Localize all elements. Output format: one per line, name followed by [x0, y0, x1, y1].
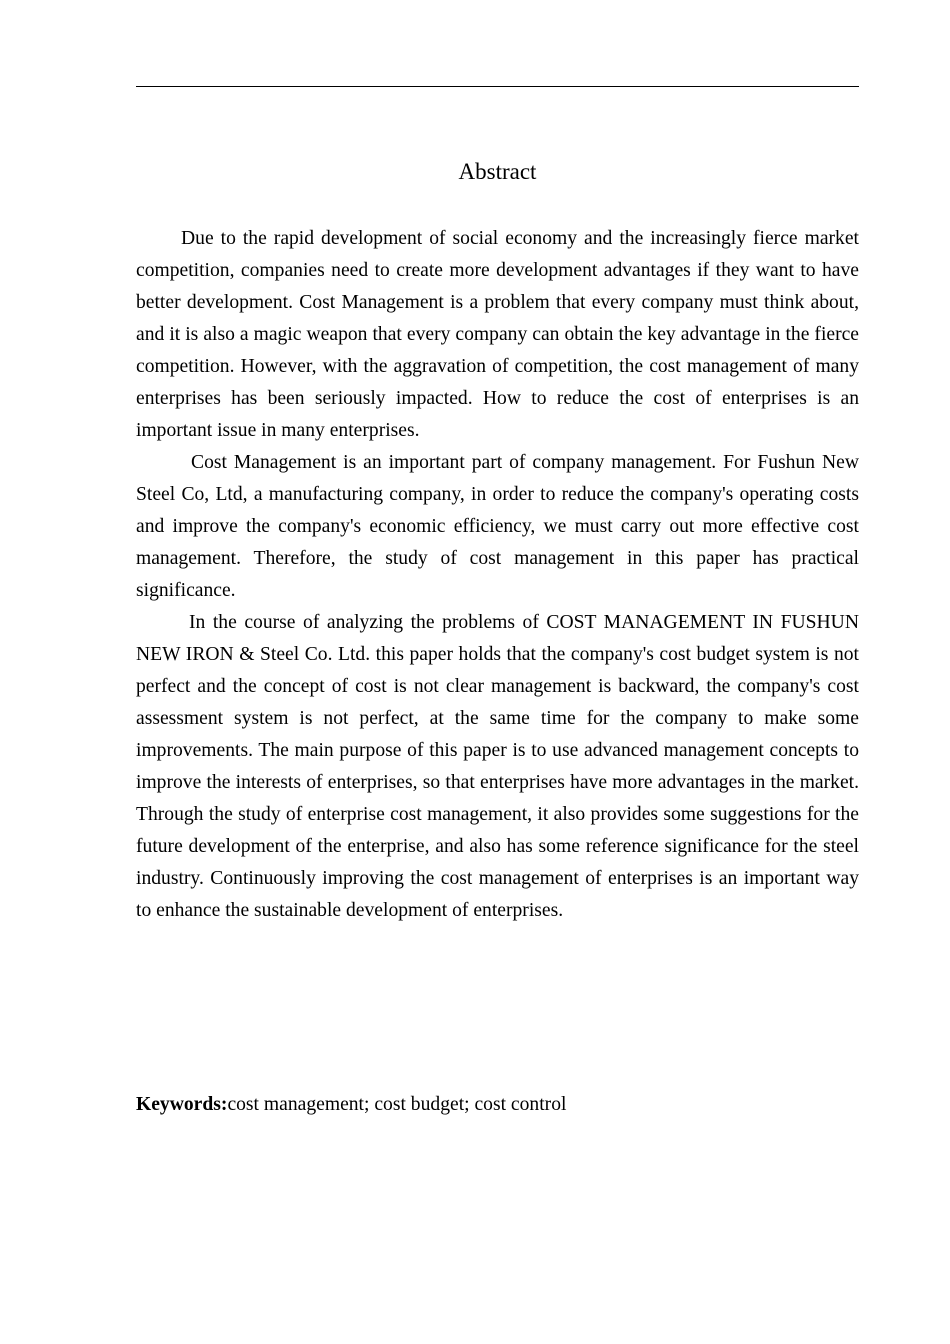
keywords-list: cost management; cost budget; cost control: [227, 1094, 567, 1115]
keywords-label: Keywords:: [136, 1094, 228, 1115]
abstract-paragraph-2: Cost Management is an important part of company management. For Fushun New Steel Co, Ltd, a manufacturing company, in order to reduce the company's operating costs and improve the company's economic efficiency, we must carry out more effective cost management. Therefore, the study of cost management in this paper has practical significance.: [136, 452, 859, 601]
abstract-title: Abstract: [458, 159, 537, 184]
abstract-body: [136, 223, 859, 927]
keywords-line: [136, 1089, 859, 1121]
header-rule: [136, 86, 859, 87]
abstract-paragraph-1: Due to the rapid development of social economy and the increasingly fierce market competition, companies need to create more development advantages if they want to have better development. Cost Management is a problem that every company must think about, and it is also a magic weapon that every company can obtain the key advantage in the fierce competition. However, with the aggravation of competition, the cost management of many enterprises has been seriously impacted. How to reduce the cost of enterprises is an important issue in many enterprises.: [136, 228, 859, 441]
abstract-paragraph-3: In the course of analyzing the problems of COST MANAGEMENT IN FUSHUN NEW IRON & Steel Co. Ltd. this paper holds that the company's cost budget system is not perfect and the concept of cost is not clear management is backward, the company's cost assessment system is not perfect, at the same time for the company to make some improvements. The main purpose of this paper is to use advanced management concepts to improve the interests of enterprises, so that enterprises have more advantages in the market. Through the study of enterprise cost management, it also provides some suggestions for the future development of the enterprise, and also has some reference significance for the steel industry. Continuously improving the cost management of enterprises is an important way to enhance the sustainable development of enterprises.: [136, 612, 859, 921]
